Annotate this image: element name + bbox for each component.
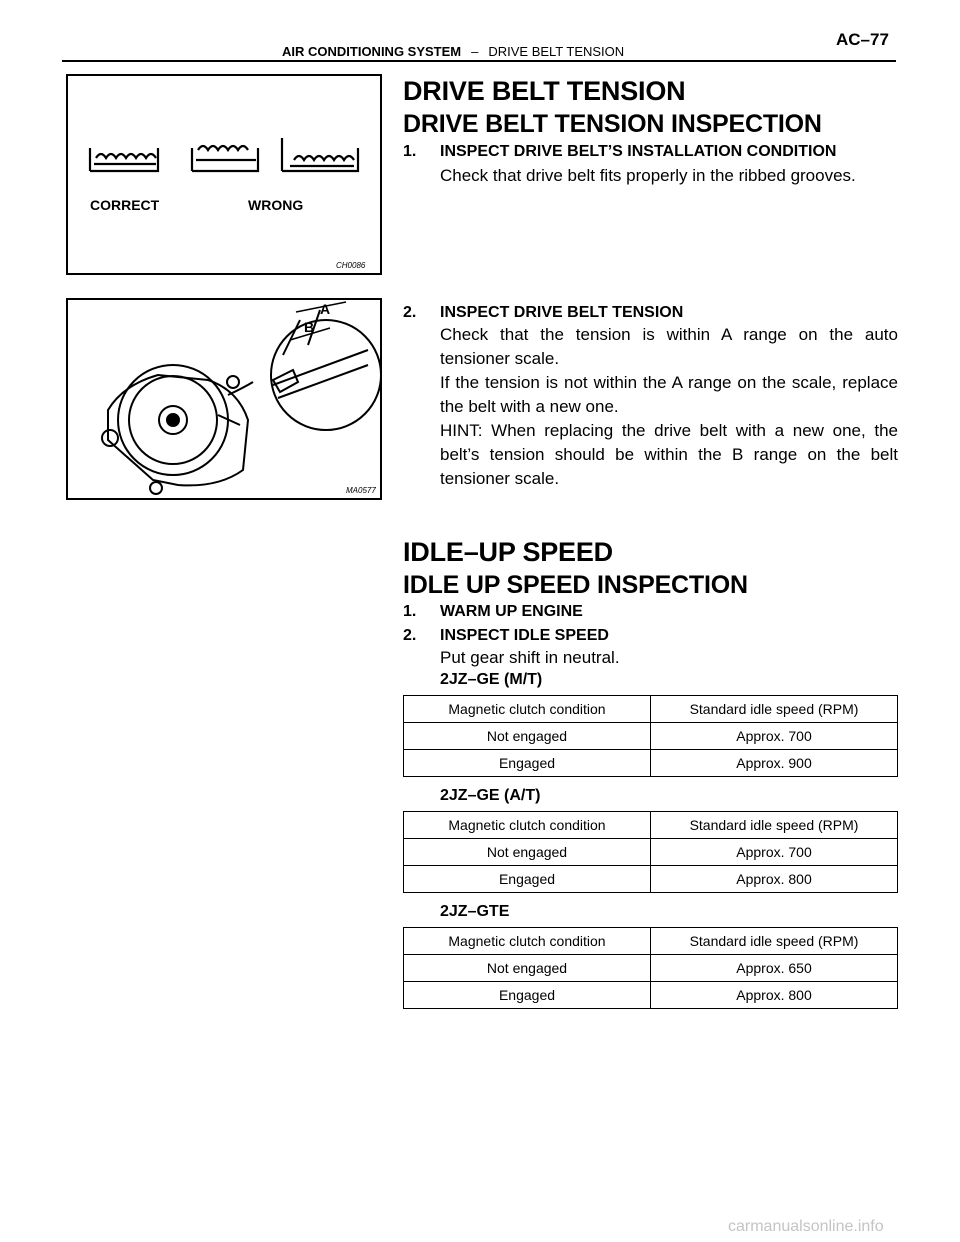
- step-text: Check that drive belt fits properly in the ribbed grooves.: [440, 166, 856, 185]
- table-label: 2JZ–GTE: [440, 903, 510, 920]
- table-row: [404, 866, 898, 893]
- table-cell: Not engaged: [404, 723, 651, 750]
- table-cell: Approx. 650: [651, 955, 898, 982]
- label-a: A: [320, 301, 331, 317]
- header-rule: [62, 60, 896, 62]
- tensioner-illustration: [68, 300, 380, 498]
- table-label: 2JZ–GE (A/T): [440, 787, 541, 804]
- label-wrong: WRONG: [248, 197, 304, 213]
- hint-paragraph: HINT: When replacing the drive belt with a new one, the belt’s tension should be within the B range on the belt tensioner scale.: [440, 421, 898, 488]
- step-title: INSPECT DRIVE BELT TENSION: [440, 304, 684, 321]
- step-title: INSPECT IDLE SPEED: [440, 627, 609, 644]
- idle-speed-table: [403, 695, 898, 777]
- table-row: [404, 982, 898, 1009]
- step-heading: [403, 603, 583, 621]
- header-subsection: DRIVE BELT TENSION: [488, 44, 625, 59]
- section-subtitle: IDLE UP SPEED INSPECTION: [403, 571, 748, 599]
- belt-fit-figure: [66, 74, 382, 275]
- section-title: IDLE–UP SPEED: [403, 537, 613, 567]
- step-body: [440, 323, 898, 491]
- column-header: Magnetic clutch condition: [404, 812, 651, 839]
- table-row: [404, 723, 898, 750]
- figure-code: MA0577: [346, 486, 376, 495]
- table-row: [404, 839, 898, 866]
- page-number: AC–77: [836, 30, 889, 49]
- table-header-row: [404, 928, 898, 955]
- belt-fit-illustration: [68, 76, 380, 273]
- table-cell: Engaged: [404, 982, 651, 1009]
- table-cell: Not engaged: [404, 955, 651, 982]
- step-heading: [403, 627, 609, 645]
- running-header: [282, 44, 624, 59]
- table-label: 2JZ–GE (M/T): [440, 671, 543, 688]
- step-heading: [403, 143, 836, 161]
- label-correct: CORRECT: [90, 197, 160, 213]
- table-cell: Engaged: [404, 750, 651, 777]
- table-cell: Approx. 700: [651, 723, 898, 750]
- step-number: 2.: [403, 304, 417, 321]
- table-cell: Approx. 900: [651, 750, 898, 777]
- idle-speed-table: [403, 811, 898, 893]
- table-cell: Not engaged: [404, 839, 651, 866]
- label-b: B: [304, 319, 315, 335]
- step-number: 1.: [403, 603, 417, 620]
- section-title: DRIVE BELT TENSION: [403, 76, 686, 106]
- column-header: Standard idle speed (RPM): [651, 812, 898, 839]
- table-header-row: [404, 812, 898, 839]
- paragraph: If the tension is not within the A range on the scale, replace the belt with a new one.: [440, 373, 898, 416]
- column-header: Magnetic clutch condition: [404, 696, 651, 723]
- table-row: [404, 955, 898, 982]
- step-title: WARM UP ENGINE: [440, 603, 583, 620]
- step-heading: [403, 304, 683, 322]
- figure-code: CH0086: [336, 261, 366, 270]
- step-number: 2.: [403, 627, 417, 644]
- column-header: Standard idle speed (RPM): [651, 696, 898, 723]
- step-text: Put gear shift in neutral.: [440, 648, 620, 667]
- table-cell: Approx. 800: [651, 982, 898, 1009]
- idle-speed-table: [403, 927, 898, 1009]
- table-cell: Approx. 800: [651, 866, 898, 893]
- step-number: 1.: [403, 143, 417, 160]
- tensioner-figure: [66, 298, 382, 500]
- section-subtitle: DRIVE BELT TENSION INSPECTION: [403, 110, 822, 138]
- header-section: AIR CONDITIONING SYSTEM: [282, 44, 462, 59]
- table-cell: Engaged: [404, 866, 651, 893]
- watermark: carmanualsonline.info: [728, 1218, 884, 1235]
- step-title: INSPECT DRIVE BELT’S INSTALLATION CONDITION: [440, 143, 837, 160]
- paragraph: Check that the tension is within A range on the auto tensioner scale.: [440, 325, 898, 368]
- header-separator: –: [471, 44, 479, 59]
- column-header: Magnetic clutch condition: [404, 928, 651, 955]
- column-header: Standard idle speed (RPM): [651, 928, 898, 955]
- table-cell: Approx. 700: [651, 839, 898, 866]
- table-row: [404, 750, 898, 777]
- table-header-row: [404, 696, 898, 723]
